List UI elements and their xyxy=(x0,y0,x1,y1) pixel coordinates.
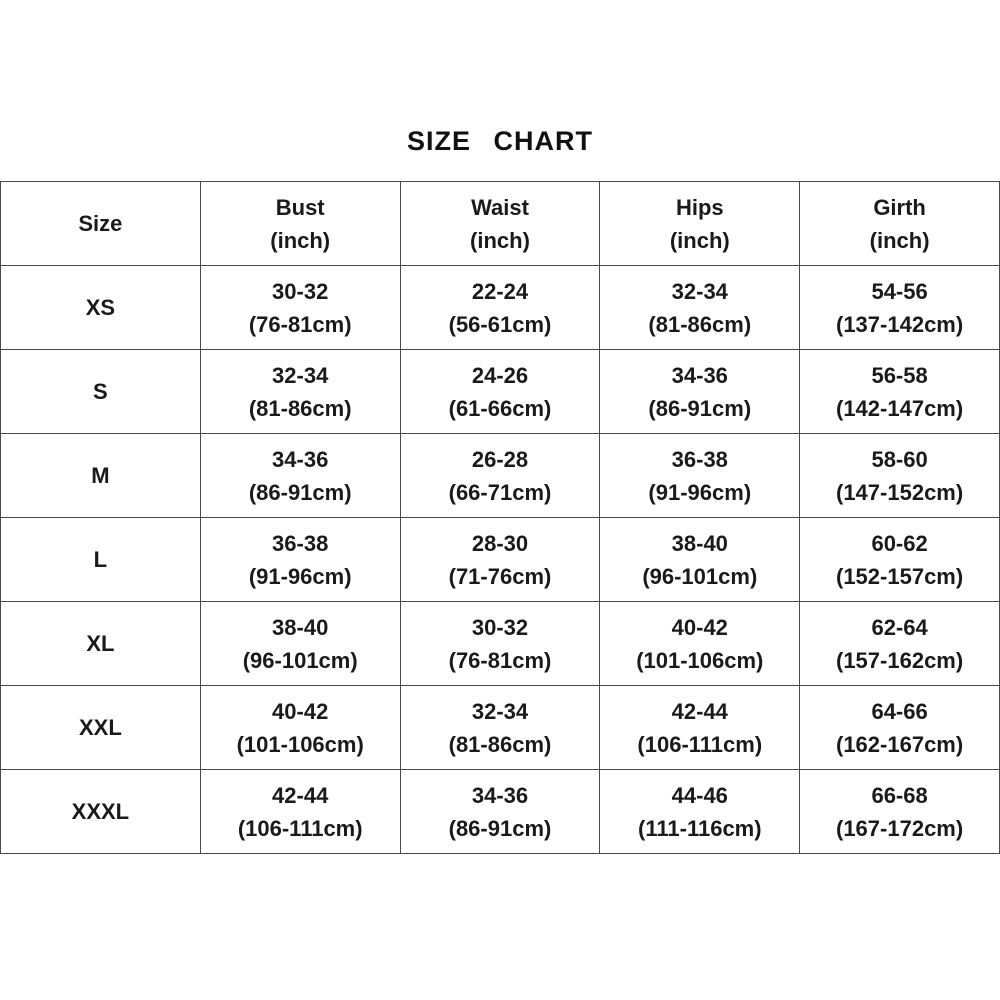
cm-range: (147-152cm) xyxy=(836,479,964,505)
column-header-bust xyxy=(200,182,400,266)
inch-range: 38-40 xyxy=(671,530,728,556)
measurement-cell xyxy=(600,770,800,854)
size-chart-table xyxy=(0,181,1000,854)
cm-range: (167-172cm) xyxy=(836,815,964,841)
cm-range: (152-157cm) xyxy=(836,563,964,589)
inch-range: 56-58 xyxy=(871,362,928,388)
inch-range: 34-36 xyxy=(471,782,529,808)
inch-range: 40-42 xyxy=(272,698,329,724)
size-label: L xyxy=(93,546,108,572)
cm-range: (81-86cm) xyxy=(648,311,752,337)
inch-range: 58-60 xyxy=(871,446,928,472)
cm-range: (86-91cm) xyxy=(248,479,352,505)
cm-range: (66-71cm) xyxy=(448,479,552,505)
cm-range: (101-106cm) xyxy=(636,647,764,673)
measurement-cell xyxy=(600,518,800,602)
measurement-cell xyxy=(400,266,600,350)
measurement-cell xyxy=(800,266,1000,350)
inch-range: 32-34 xyxy=(471,698,529,724)
header-label: Waist xyxy=(471,194,529,220)
measurement-cell xyxy=(400,518,600,602)
table-row-l xyxy=(1,518,1000,602)
column-header-waist xyxy=(400,182,600,266)
cm-range: (86-91cm) xyxy=(448,815,552,841)
column-header-hips xyxy=(600,182,800,266)
header-unit: (inch) xyxy=(869,227,930,253)
inch-range: 32-34 xyxy=(671,278,728,304)
size-cell xyxy=(1,350,201,434)
header-unit: (inch) xyxy=(270,227,331,253)
cm-range: (91-96cm) xyxy=(248,563,352,589)
cm-range: (106-111cm) xyxy=(237,815,363,841)
cm-range: (76-81cm) xyxy=(448,647,552,673)
measurement-cell xyxy=(200,518,400,602)
inch-range: 54-56 xyxy=(871,278,928,304)
table-row-xxxl xyxy=(1,770,1000,854)
cm-range: (162-167cm) xyxy=(836,731,964,757)
inch-range: 24-26 xyxy=(471,362,529,388)
cm-range: (56-61cm) xyxy=(448,311,552,337)
inch-range: 36-38 xyxy=(671,446,728,472)
inch-range: 36-38 xyxy=(272,530,329,556)
measurement-cell xyxy=(800,770,1000,854)
header-row xyxy=(1,182,1000,266)
measurement-cell xyxy=(200,266,400,350)
inch-range: 34-36 xyxy=(272,446,329,472)
table-row-xl xyxy=(1,602,1000,686)
cm-range: (61-66cm) xyxy=(448,395,552,421)
measurement-cell xyxy=(200,770,400,854)
header-label: Girth xyxy=(873,194,926,220)
cm-range: (96-101cm) xyxy=(242,647,358,673)
measurement-cell xyxy=(400,686,600,770)
cm-range: (142-147cm) xyxy=(836,395,964,421)
size-label: M xyxy=(91,462,110,488)
inch-range: 30-32 xyxy=(272,278,329,304)
page-title: SIZE CHART xyxy=(407,126,593,156)
cm-range: (157-162cm) xyxy=(836,647,964,673)
inch-range: 40-42 xyxy=(671,614,728,640)
inch-range: 30-32 xyxy=(471,614,529,640)
measurement-cell xyxy=(200,686,400,770)
inch-range: 64-66 xyxy=(871,698,928,724)
inch-range: 60-62 xyxy=(871,530,928,556)
size-label: XXL xyxy=(79,714,122,740)
size-cell xyxy=(1,518,201,602)
cm-range: (96-101cm) xyxy=(642,563,758,589)
column-header-girth xyxy=(800,182,1000,266)
size-cell xyxy=(1,434,201,518)
inch-range: 44-46 xyxy=(671,782,728,808)
inch-range: 22-24 xyxy=(471,278,529,304)
inch-range: 42-44 xyxy=(272,782,329,808)
cm-range: (76-81cm) xyxy=(248,311,352,337)
measurement-cell xyxy=(800,350,1000,434)
inch-range: 62-64 xyxy=(871,614,928,640)
measurement-cell xyxy=(800,434,1000,518)
header-label: Bust xyxy=(275,194,325,220)
inch-range: 38-40 xyxy=(272,614,329,640)
measurement-cell xyxy=(600,602,800,686)
table-row-s xyxy=(1,350,1000,434)
inch-range: 66-68 xyxy=(871,782,928,808)
cm-range: (91-96cm) xyxy=(648,479,752,505)
table-row-xxl xyxy=(1,686,1000,770)
table-row-m xyxy=(1,434,1000,518)
measurement-cell xyxy=(200,602,400,686)
cm-range: (71-76cm) xyxy=(448,563,552,589)
size-label: XS xyxy=(85,294,116,320)
size-cell xyxy=(1,602,201,686)
size-label: XL xyxy=(86,630,115,656)
header-unit: (inch) xyxy=(470,227,530,253)
inch-range: 34-36 xyxy=(671,362,728,388)
inch-range: 28-30 xyxy=(471,530,529,556)
inch-range: 32-34 xyxy=(272,362,329,388)
cm-range: (86-91cm) xyxy=(648,395,752,421)
header-label: Hips xyxy=(675,194,724,220)
table-head xyxy=(1,182,1000,266)
measurement-cell xyxy=(600,350,800,434)
header-unit: (inch) xyxy=(669,227,730,253)
cm-range: (81-86cm) xyxy=(448,731,552,757)
measurement-cell xyxy=(200,350,400,434)
size-cell xyxy=(1,770,201,854)
measurement-cell xyxy=(400,434,600,518)
size-cell xyxy=(1,686,201,770)
measurement-cell xyxy=(600,266,800,350)
cm-range: (81-86cm) xyxy=(248,395,352,421)
column-header-size xyxy=(1,182,201,266)
cm-range: (106-111cm) xyxy=(637,731,763,757)
size-label: S xyxy=(93,378,108,404)
measurement-cell xyxy=(800,686,1000,770)
measurement-cell xyxy=(200,434,400,518)
cm-range: (101-106cm) xyxy=(236,731,364,757)
size-cell xyxy=(1,266,201,350)
measurement-cell xyxy=(800,518,1000,602)
table-row-xs xyxy=(1,266,1000,350)
cm-range: (137-142cm) xyxy=(836,311,964,337)
header-label: Size xyxy=(78,211,123,236)
table-body xyxy=(1,266,1000,854)
inch-range: 26-28 xyxy=(471,446,529,472)
measurement-cell xyxy=(400,602,600,686)
measurement-cell xyxy=(600,434,800,518)
measurement-cell xyxy=(400,770,600,854)
measurement-cell xyxy=(600,686,800,770)
size-label: XXXL xyxy=(71,798,130,824)
measurement-cell xyxy=(800,602,1000,686)
inch-range: 42-44 xyxy=(671,698,728,724)
cm-range: (111-116cm) xyxy=(638,815,762,841)
measurement-cell xyxy=(400,350,600,434)
